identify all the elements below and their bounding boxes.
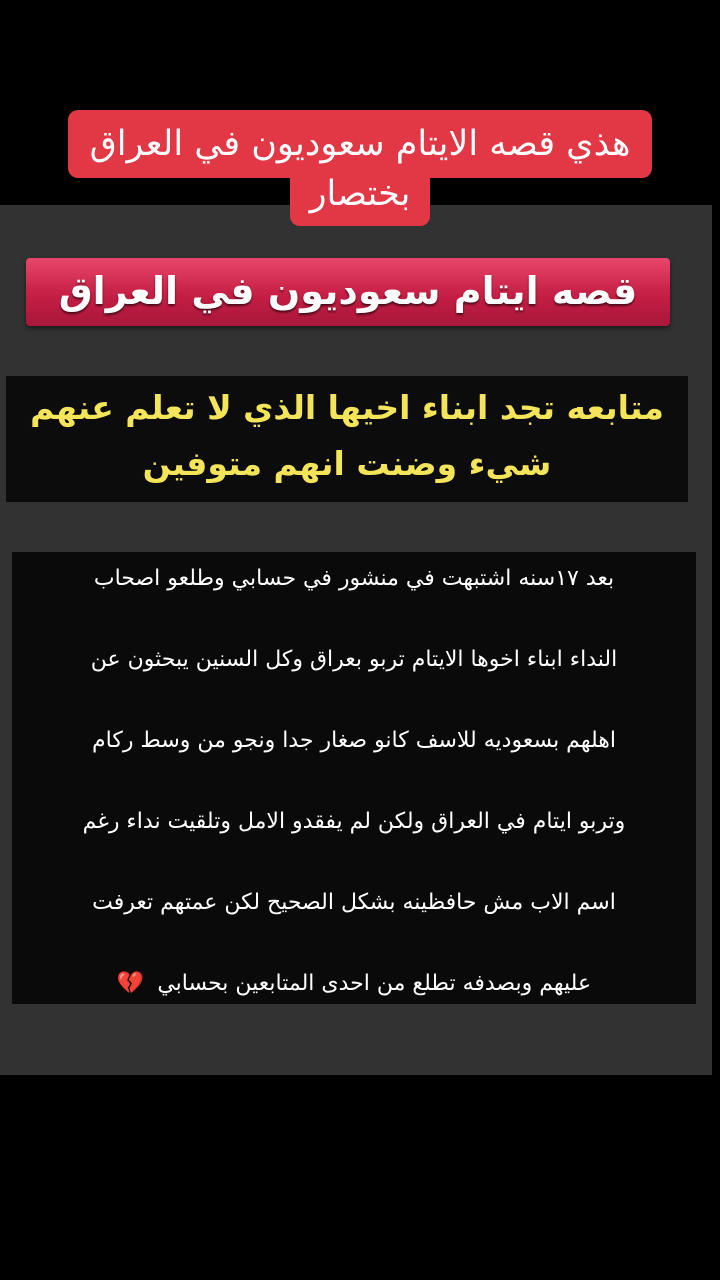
subtitle-line-1: متابعه تجد ابناء اخيها الذي لا تعلم عنهم <box>30 388 664 427</box>
story-line-6-text: عليهم وبصدفه تطلع من احدى المتابعين بحسابي <box>157 971 592 996</box>
caption-line-2: بختصار <box>290 172 431 226</box>
post-subtitle <box>6 376 688 502</box>
caption-overlay <box>0 110 720 226</box>
story-line-5: اسم الاب مش حافظينه بشكل الصحيح لكن عمتهم تعرفت <box>92 890 616 915</box>
story-line-3: اهلهم بسعوديه للاسف كانو صغار جدا ونجو من وسط ركام <box>92 728 616 753</box>
story-line-4: وتربو ايتام في العراق ولكن لم يفقدو الامل وتلقيت نداء رغم <box>82 809 626 834</box>
subtitle-line-2: شيء وضنت انهم متوفين <box>142 444 552 483</box>
story-line-2: النداء ابناء اخوها الايتام تربو بعراق وكل السنين يبحثون عن <box>90 647 618 672</box>
caption-line-1: هذي قصه الايتام سعوديون في العراق <box>68 110 653 178</box>
story-line-6 <box>12 943 696 1024</box>
post-title: قصه ايتام سعوديون في العراق <box>58 269 638 313</box>
story-line-1: بعد ١٧سنه اشتبهت في منشور في حسابي وطلعو اصحاب <box>93 566 615 591</box>
broken-heart-icon: 💔 <box>116 971 145 996</box>
post-title-banner <box>26 258 670 326</box>
story-text-block <box>12 552 696 1004</box>
